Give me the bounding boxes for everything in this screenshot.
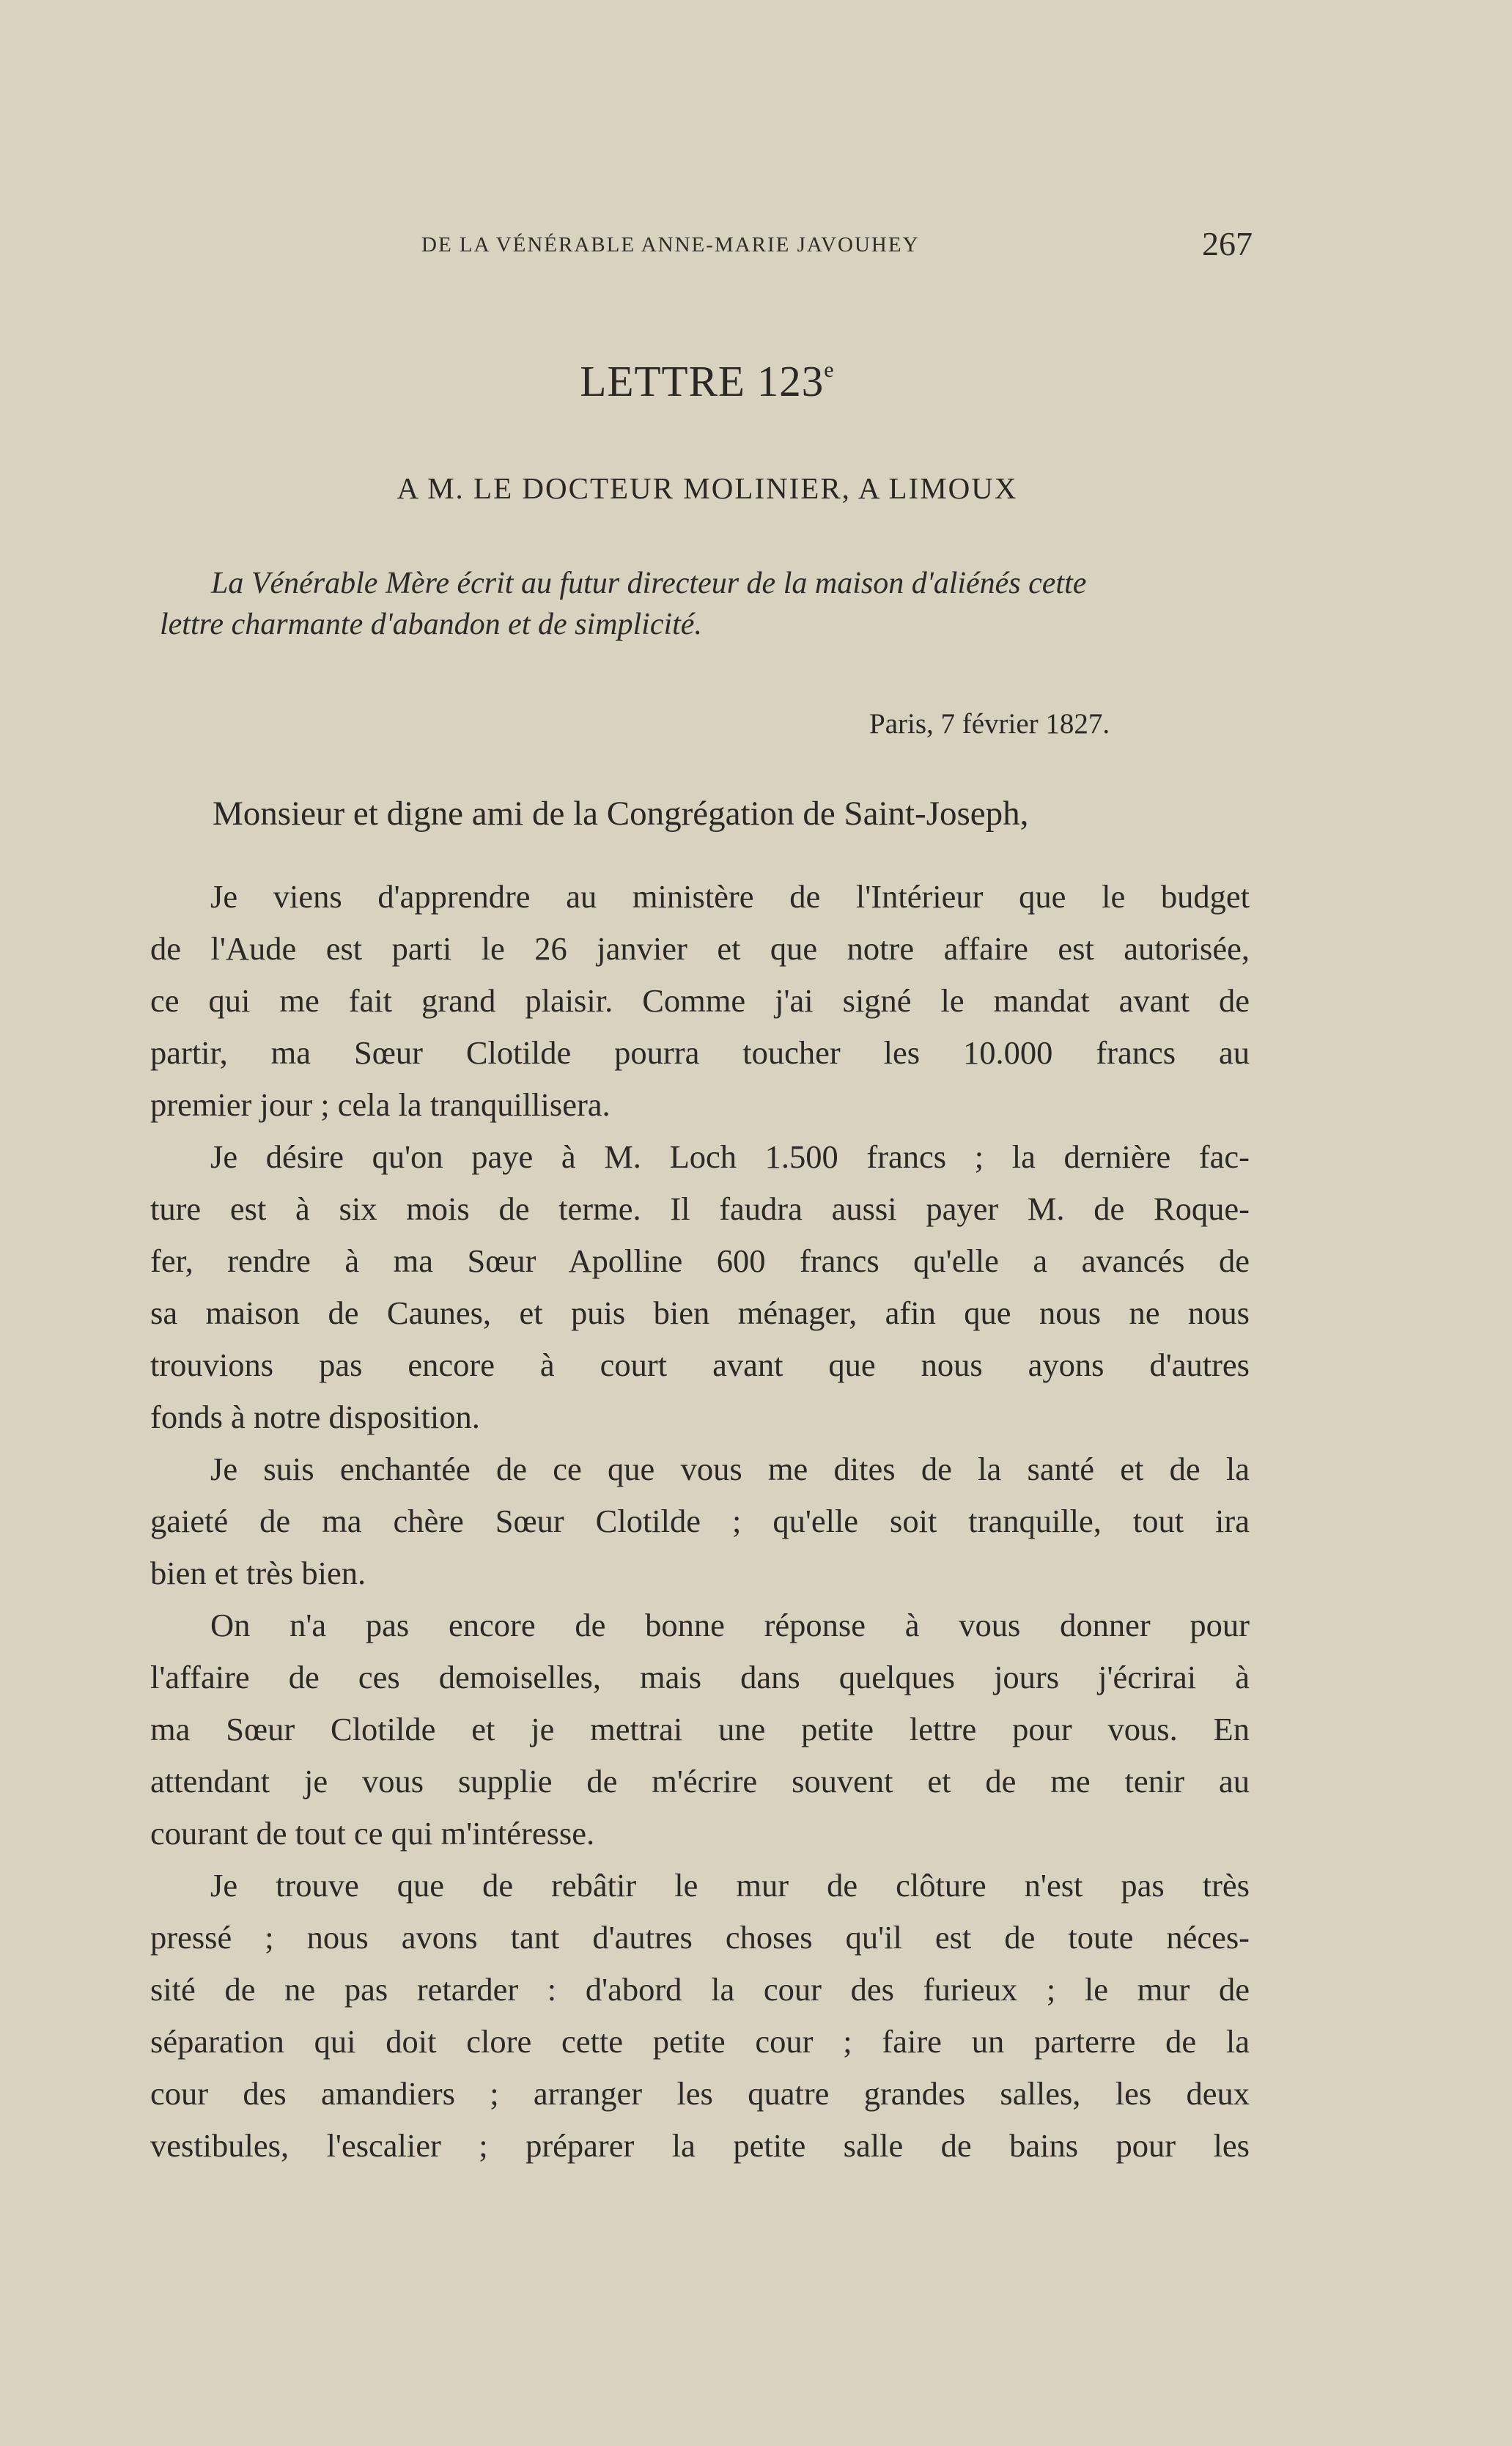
body-line: ture est à six mois de terme. Il faudra aussi payer M. de Roque-: [150, 1190, 1250, 1227]
body-line: cour des amandiers ; arranger les quatre grandes salles, les deux: [150, 2075, 1250, 2112]
body-line: ce qui me fait grand plaisir. Comme j'ai signé le mandat avant de: [150, 982, 1250, 1019]
body-line: gaieté de ma chère Sœur Clotilde ; qu'elle soit tranquille, tout ira: [150, 1503, 1250, 1539]
body-line: pressé ; nous avons tant d'autres choses qu'il est de toute néces-: [150, 1919, 1250, 1956]
body-line: Je viens d'apprendre au ministère de l'Intérieur que le budget: [210, 878, 1250, 915]
letter-summary: [160, 563, 1252, 645]
letter-dateline: Paris, 7 février 1827.: [869, 708, 1110, 740]
body-line: de l'Aude est parti le 26 janvier et que notre affaire est autorisée,: [150, 930, 1250, 967]
letter-title-suffix: e: [824, 358, 835, 382]
letter-recipient: A M. LE DOCTEUR MOLINIER, A LIMOUX: [397, 471, 1018, 505]
summary-line: La Vénérable Mère écrit au futur directeur de la maison d'aliénés cette: [211, 567, 1087, 600]
body-line: bien et très bien.: [150, 1555, 366, 1591]
body-line: Je désire qu'on paye à M. Loch 1.500 francs ; la dernière fac-: [210, 1138, 1250, 1175]
letter-title-text: LETTRE 123: [580, 357, 825, 405]
body-line: trouvions pas encore à court avant que nous ayons d'autres: [150, 1347, 1250, 1383]
body-line: fonds à notre disposition.: [150, 1399, 480, 1435]
body-line: fer, rendre à ma Sœur Apolline 600 francs qu'elle a avancés de: [150, 1242, 1250, 1279]
body-line: séparation qui doit clore cette petite cour ; faire un parterre de la: [150, 2023, 1250, 2060]
body-line: premier jour ; cela la tranquillisera.: [150, 1086, 611, 1123]
body-line: sa maison de Caunes, et puis bien ménager, afin que nous ne nous: [150, 1294, 1250, 1331]
letter-salutation: Monsieur et digne ami de la Congrégation de Saint-Joseph,: [213, 795, 1029, 833]
body-line: partir, ma Sœur Clotilde pourra toucher les 10.000 francs au: [150, 1034, 1250, 1071]
body-line: Je suis enchantée de ce que vous me dites de la santé et de la: [210, 1451, 1250, 1487]
page-number: 267: [1202, 225, 1253, 262]
running-header: DE LA VÉNÉRABLE ANNE-MARIE JAVOUHEY: [421, 233, 920, 257]
letter-title: [0, 356, 1415, 407]
body-line: courant de tout ce qui m'intéresse.: [150, 1815, 595, 1852]
body-line: l'affaire de ces demoiselles, mais dans quelques jours j'écrirai à: [150, 1659, 1250, 1695]
body-line: On n'a pas encore de bonne réponse à vous donner pour: [210, 1607, 1250, 1643]
body-line: sité de ne pas retarder : d'abord la cour des furieux ; le mur de: [150, 1971, 1250, 2008]
body-line: Je trouve que de rebâtir le mur de clôture n'est pas très: [210, 1867, 1250, 1904]
summary-line: lettre charmante d'abandon et de simplicité.: [160, 608, 702, 641]
body-line: vestibules, l'escalier ; préparer la petite salle de bains pour les: [150, 2127, 1250, 2164]
letter-body: [150, 871, 1250, 2172]
body-line: ma Sœur Clotilde et je mettrai une petite lettre pour vous. En: [150, 1711, 1250, 1747]
body-line: attendant je vous supplie de m'écrire souvent et de me tenir au: [150, 1763, 1250, 1799]
